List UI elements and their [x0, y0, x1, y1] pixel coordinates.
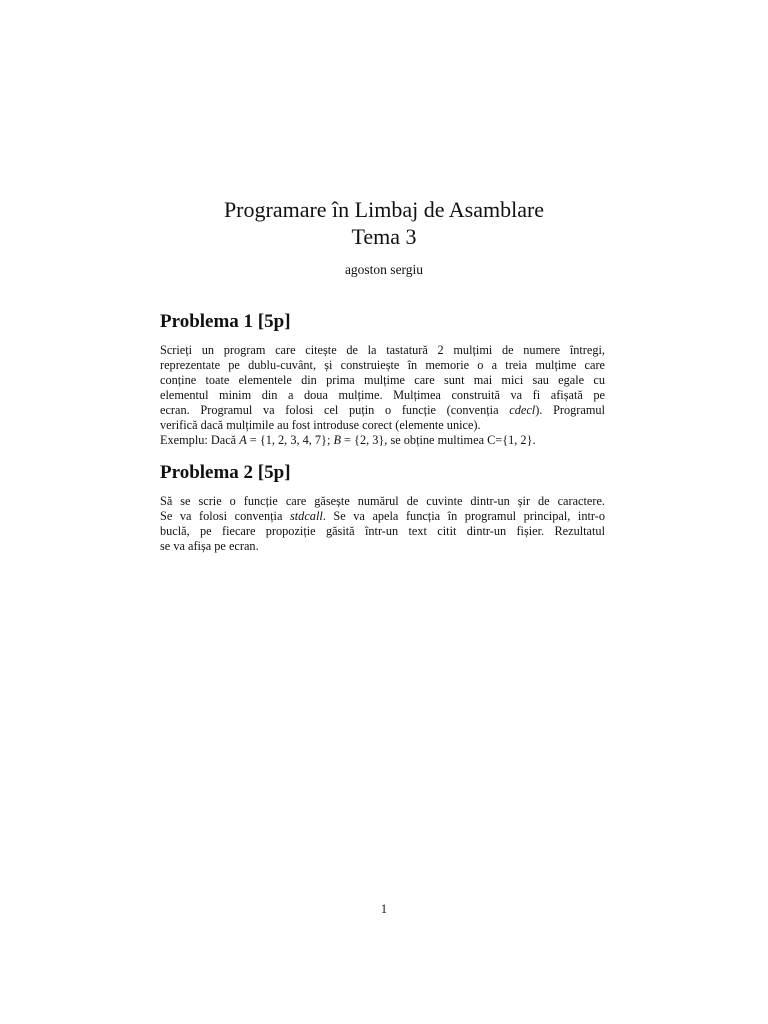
page-number: 1 — [380, 902, 388, 916]
problem-1-example — [160, 433, 605, 448]
problem-1-line-3: conține toate elementele din prima mulțime care sunt mai mici sau egale cu — [160, 373, 605, 387]
stdcall-term: stdcall — [289, 509, 323, 523]
problem-2-section — [160, 462, 605, 554]
document-author: agoston sergiu — [344, 262, 424, 277]
example-prefix: Exemplu: Dacă — [160, 433, 240, 447]
problem-2-line-1: Să se scrie o funcție care găsește numărul de cuvinte dintr-un șir de caractere. — [160, 494, 605, 508]
problem-1-line-5 — [160, 403, 605, 418]
set-b-symbol: B — [333, 433, 341, 447]
problem-1-line-2: reprezentate pe dublu-cuvânt, și construiește în memorie o a treia mulțime care — [160, 358, 605, 372]
problem-2-line-2 — [160, 509, 605, 524]
document-title: Programare în Limbaj de Asamblare — [223, 197, 545, 222]
title-block — [0, 196, 768, 278]
problem-1-section — [160, 311, 605, 448]
set-a-symbol: A — [239, 433, 247, 447]
document-subtitle: Tema 3 — [351, 224, 417, 249]
problem-2-line-3: buclă, pe fiecare propoziție găsită într-un text citit dintr-un fișier. Rezultatul — [160, 524, 605, 538]
problem-2-line-2-b: . Se va apela funcția în programul principal, intr-o — [322, 509, 606, 523]
problem-2-line-2-a: Se va folosi convenția — [160, 509, 290, 523]
problem-1-body — [160, 343, 605, 448]
problem-1-line-5-a: ecran. Programul va folosi cel puțin o funcție (convenția — [160, 403, 510, 417]
problem-2-body — [160, 494, 605, 554]
problem-1-line-6: verifică dacă mulțimile au fost introduse corect (elemente unice). — [160, 418, 481, 432]
problem-1-line-5-b: ). Programul — [535, 403, 605, 417]
problem-2-heading: Problema 2 [5p] — [160, 462, 291, 483]
cdecl-term: cdecl — [509, 403, 536, 417]
problem-2-line-4: se va afișa pe ecran. — [160, 539, 259, 553]
set-b-values: = {2, 3}, se obține multimea C={1, 2}. — [340, 433, 536, 447]
problem-1-heading: Problema 1 [5p] — [160, 311, 291, 332]
set-a-values: = {1, 2, 3, 4, 7}; — [246, 433, 334, 447]
problem-1-line-1: Scrieți un program care citește de la tastatură 2 mulțimi de numere întregi, — [160, 343, 605, 357]
problem-1-line-4: elementul minim din a doua mulțime. Mulțimea construită va fi afișată pe — [160, 388, 605, 402]
